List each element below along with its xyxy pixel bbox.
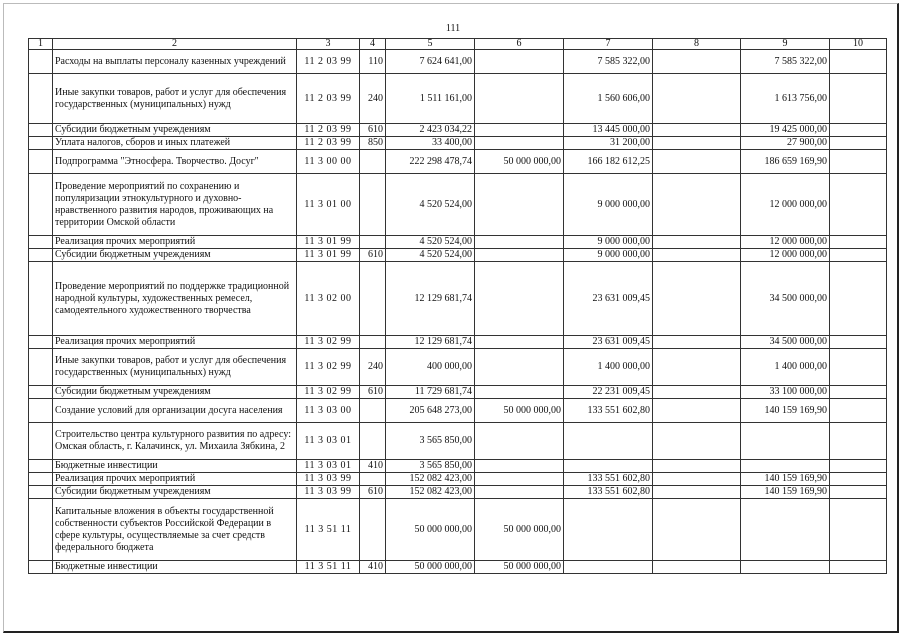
amount-cell (653, 174, 741, 236)
row-number-cell (29, 386, 53, 399)
item-name-cell: Иные закупки товаров, работ и услуг для обеспечения государственных (муниципальных) нужд (53, 349, 297, 386)
column-header: 5 (386, 39, 475, 50)
amount-cell: 12 129 681,74 (386, 262, 475, 336)
budget-table (28, 38, 887, 574)
amount-cell (830, 74, 887, 124)
table-row (29, 336, 887, 349)
table-row (29, 74, 887, 124)
amount-cell (475, 386, 564, 399)
target-code-cell: 11 3 02 99 (297, 336, 360, 349)
expense-type-cell: 110 (360, 50, 386, 74)
expense-type-cell (360, 174, 386, 236)
amount-cell: 34 500 000,00 (741, 336, 830, 349)
target-code-cell: 11 3 03 01 (297, 423, 360, 460)
item-name-cell: Бюджетные инвестиции (53, 561, 297, 574)
table-row (29, 349, 887, 386)
amount-cell: 4 520 524,00 (386, 174, 475, 236)
amount-cell: 166 182 612,25 (564, 150, 653, 174)
amount-cell (475, 262, 564, 336)
expense-type-cell: 410 (360, 561, 386, 574)
table-row (29, 150, 887, 174)
amount-cell: 50 000 000,00 (386, 561, 475, 574)
amount-cell: 11 729 681,74 (386, 386, 475, 399)
table-row (29, 561, 887, 574)
expense-type-cell: 240 (360, 74, 386, 124)
column-header: 1 (29, 39, 53, 50)
expense-type-cell (360, 499, 386, 561)
amount-cell (653, 137, 741, 150)
amount-cell: 50 000 000,00 (475, 399, 564, 423)
amount-cell: 3 565 850,00 (386, 423, 475, 460)
amount-cell: 12 000 000,00 (741, 174, 830, 236)
amount-cell (475, 249, 564, 262)
amount-cell (653, 499, 741, 561)
amount-cell (653, 486, 741, 499)
target-code-cell: 11 3 00 00 (297, 150, 360, 174)
expense-type-cell (360, 150, 386, 174)
table-row (29, 386, 887, 399)
expense-type-cell (360, 473, 386, 486)
amount-cell (653, 561, 741, 574)
item-name-cell: Капитальные вложения в объекты государственной собственности субъектов Российской Федерации в сфере культуры, осуществляемые за счет средств федерального бюджета (53, 499, 297, 561)
item-name-cell: Расходы на выплаты персоналу казенных учреждений (53, 50, 297, 74)
amount-cell (741, 423, 830, 460)
amount-cell: 1 400 000,00 (564, 349, 653, 386)
amount-cell: 133 551 602,80 (564, 399, 653, 423)
amount-cell: 140 159 169,90 (741, 473, 830, 486)
table-row (29, 137, 887, 150)
amount-cell (653, 336, 741, 349)
item-name-cell: Проведение мероприятий по сохранению и популяризации этнокультурного и духовно-нравственного развития народов, проживающих на территории Омской области (53, 174, 297, 236)
table-row (29, 399, 887, 423)
row-number-cell (29, 262, 53, 336)
table-body (29, 50, 887, 574)
table-row (29, 499, 887, 561)
amount-cell (564, 561, 653, 574)
amount-cell: 22 231 009,45 (564, 386, 653, 399)
amount-cell: 222 298 478,74 (386, 150, 475, 174)
amount-cell: 133 551 602,80 (564, 473, 653, 486)
amount-cell (830, 399, 887, 423)
item-name-cell: Строительство центра культурного развития по адресу: Омская область, г. Калачинск, ул. Михаила Зябкина, 2 (53, 423, 297, 460)
amount-cell (830, 336, 887, 349)
amount-cell (653, 150, 741, 174)
amount-cell: 400 000,00 (386, 349, 475, 386)
amount-cell: 140 159 169,90 (741, 399, 830, 423)
row-number-cell (29, 137, 53, 150)
item-name-cell: Подпрограмма "Этносфера. Творчество. Досуг" (53, 150, 297, 174)
amount-cell (653, 399, 741, 423)
amount-cell (830, 50, 887, 74)
row-number-cell (29, 561, 53, 574)
amount-cell: 186 659 169,90 (741, 150, 830, 174)
amount-cell: 12 000 000,00 (741, 236, 830, 249)
expense-type-cell (360, 399, 386, 423)
amount-cell (830, 386, 887, 399)
amount-cell (475, 486, 564, 499)
target-code-cell: 11 3 01 00 (297, 174, 360, 236)
column-header: 4 (360, 39, 386, 50)
table-row (29, 473, 887, 486)
amount-cell: 50 000 000,00 (475, 561, 564, 574)
row-number-cell (29, 473, 53, 486)
column-header: 2 (53, 39, 297, 50)
table-row (29, 423, 887, 460)
amount-cell (653, 249, 741, 262)
amount-cell (475, 423, 564, 460)
amount-cell: 23 631 009,45 (564, 336, 653, 349)
target-code-cell: 11 3 02 99 (297, 349, 360, 386)
amount-cell: 31 200,00 (564, 137, 653, 150)
item-name-cell: Проведение мероприятий по поддержке традиционной народной культуры, художественных ремесел, самодеятельного художественного творчества (53, 262, 297, 336)
column-header: 7 (564, 39, 653, 50)
amount-cell: 9 000 000,00 (564, 236, 653, 249)
table-row (29, 124, 887, 137)
item-name-cell: Субсидии бюджетным учреждениям (53, 249, 297, 262)
amount-cell (653, 386, 741, 399)
amount-cell: 1 400 000,00 (741, 349, 830, 386)
amount-cell (475, 473, 564, 486)
amount-cell (653, 460, 741, 473)
amount-cell: 3 565 850,00 (386, 460, 475, 473)
amount-cell (475, 137, 564, 150)
amount-cell: 133 551 602,80 (564, 486, 653, 499)
amount-cell (653, 423, 741, 460)
amount-cell: 1 511 161,00 (386, 74, 475, 124)
row-number-cell (29, 50, 53, 74)
target-code-cell: 11 3 02 00 (297, 262, 360, 336)
expense-type-cell (360, 423, 386, 460)
amount-cell (653, 74, 741, 124)
amount-cell (830, 174, 887, 236)
target-code-cell: 11 3 51 11 (297, 499, 360, 561)
table-row (29, 236, 887, 249)
row-number-cell (29, 486, 53, 499)
amount-cell (564, 423, 653, 460)
amount-cell: 27 900,00 (741, 137, 830, 150)
amount-cell (475, 74, 564, 124)
expense-type-cell: 410 (360, 460, 386, 473)
amount-cell (830, 423, 887, 460)
expense-type-cell (360, 336, 386, 349)
item-name-cell: Субсидии бюджетным учреждениям (53, 124, 297, 137)
amount-cell (830, 473, 887, 486)
table-row (29, 249, 887, 262)
amount-cell (830, 124, 887, 137)
amount-cell (830, 262, 887, 336)
amount-cell: 12 129 681,74 (386, 336, 475, 349)
amount-cell (830, 137, 887, 150)
target-code-cell: 11 3 03 99 (297, 473, 360, 486)
row-number-cell (29, 174, 53, 236)
amount-cell: 33 100 000,00 (741, 386, 830, 399)
target-code-cell: 11 2 03 99 (297, 124, 360, 137)
row-number-cell (29, 249, 53, 262)
item-name-cell: Иные закупки товаров, работ и услуг для обеспечения государственных (муниципальных) нужд (53, 74, 297, 124)
amount-cell (475, 174, 564, 236)
column-header: 10 (830, 39, 887, 50)
amount-cell (741, 460, 830, 473)
item-name-cell: Бюджетные инвестиции (53, 460, 297, 473)
amount-cell: 12 000 000,00 (741, 249, 830, 262)
amount-cell: 50 000 000,00 (475, 150, 564, 174)
amount-cell (653, 349, 741, 386)
expense-type-cell (360, 262, 386, 336)
amount-cell (653, 262, 741, 336)
amount-cell: 4 520 524,00 (386, 236, 475, 249)
amount-cell: 152 082 423,00 (386, 486, 475, 499)
target-code-cell: 11 2 03 99 (297, 137, 360, 150)
target-code-cell: 11 3 02 99 (297, 386, 360, 399)
amount-cell (475, 50, 564, 74)
amount-cell (564, 460, 653, 473)
table-header (29, 39, 887, 50)
amount-cell (653, 50, 741, 74)
amount-cell (830, 486, 887, 499)
amount-cell (475, 124, 564, 137)
amount-cell: 23 631 009,45 (564, 262, 653, 336)
amount-cell: 50 000 000,00 (475, 499, 564, 561)
table-row (29, 50, 887, 74)
item-name-cell: Реализация прочих мероприятий (53, 336, 297, 349)
amount-cell (653, 473, 741, 486)
amount-cell (475, 349, 564, 386)
amount-cell (475, 336, 564, 349)
amount-cell: 19 425 000,00 (741, 124, 830, 137)
column-header: 8 (653, 39, 741, 50)
amount-cell (830, 460, 887, 473)
expense-type-cell: 610 (360, 486, 386, 499)
amount-cell (741, 499, 830, 561)
target-code-cell: 11 3 01 99 (297, 236, 360, 249)
amount-cell: 1 560 606,00 (564, 74, 653, 124)
column-header: 9 (741, 39, 830, 50)
table-row (29, 486, 887, 499)
table-row (29, 174, 887, 236)
amount-cell: 34 500 000,00 (741, 262, 830, 336)
item-name-cell: Уплата налогов, сборов и иных платежей (53, 137, 297, 150)
column-header: 6 (475, 39, 564, 50)
target-code-cell: 11 2 03 99 (297, 74, 360, 124)
expense-type-cell (360, 236, 386, 249)
row-number-cell (29, 124, 53, 137)
row-number-cell (29, 236, 53, 249)
target-code-cell: 11 3 01 99 (297, 249, 360, 262)
amount-cell: 1 613 756,00 (741, 74, 830, 124)
item-name-cell: Создание условий для организации досуга населения (53, 399, 297, 423)
amount-cell: 7 624 641,00 (386, 50, 475, 74)
target-code-cell: 11 3 03 01 (297, 460, 360, 473)
column-header: 3 (297, 39, 360, 50)
amount-cell (830, 150, 887, 174)
amount-cell (830, 236, 887, 249)
row-number-cell (29, 399, 53, 423)
target-code-cell: 11 3 03 00 (297, 399, 360, 423)
item-name-cell: Реализация прочих мероприятий (53, 236, 297, 249)
expense-type-cell: 850 (360, 137, 386, 150)
row-number-cell (29, 74, 53, 124)
amount-cell: 9 000 000,00 (564, 174, 653, 236)
amount-cell: 152 082 423,00 (386, 473, 475, 486)
amount-cell (653, 236, 741, 249)
item-name-cell: Реализация прочих мероприятий (53, 473, 297, 486)
amount-cell (475, 460, 564, 473)
table-row (29, 262, 887, 336)
expense-type-cell: 610 (360, 124, 386, 137)
amount-cell (830, 349, 887, 386)
row-number-cell (29, 349, 53, 386)
expense-type-cell: 610 (360, 249, 386, 262)
amount-cell: 4 520 524,00 (386, 249, 475, 262)
amount-cell: 140 159 169,90 (741, 486, 830, 499)
amount-cell: 7 585 322,00 (564, 50, 653, 74)
amount-cell: 7 585 322,00 (741, 50, 830, 74)
amount-cell (653, 124, 741, 137)
amount-cell: 13 445 000,00 (564, 124, 653, 137)
amount-cell (741, 561, 830, 574)
item-name-cell: Субсидии бюджетным учреждениям (53, 386, 297, 399)
amount-cell (830, 249, 887, 262)
page-number: 111 (445, 23, 461, 34)
item-name-cell: Субсидии бюджетным учреждениям (53, 486, 297, 499)
target-code-cell: 11 2 03 99 (297, 50, 360, 74)
amount-cell: 33 400,00 (386, 137, 475, 150)
amount-cell (830, 561, 887, 574)
expense-type-cell: 240 (360, 349, 386, 386)
row-number-cell (29, 460, 53, 473)
row-number-cell (29, 150, 53, 174)
row-number-cell (29, 336, 53, 349)
amount-cell (475, 236, 564, 249)
table-row (29, 460, 887, 473)
row-number-cell (29, 423, 53, 460)
amount-cell (564, 499, 653, 561)
target-code-cell: 11 3 03 99 (297, 486, 360, 499)
amount-cell: 205 648 273,00 (386, 399, 475, 423)
row-number-cell (29, 499, 53, 561)
amount-cell: 9 000 000,00 (564, 249, 653, 262)
amount-cell: 2 423 034,22 (386, 124, 475, 137)
expense-type-cell: 610 (360, 386, 386, 399)
amount-cell: 50 000 000,00 (386, 499, 475, 561)
target-code-cell: 11 3 51 11 (297, 561, 360, 574)
amount-cell (830, 499, 887, 561)
